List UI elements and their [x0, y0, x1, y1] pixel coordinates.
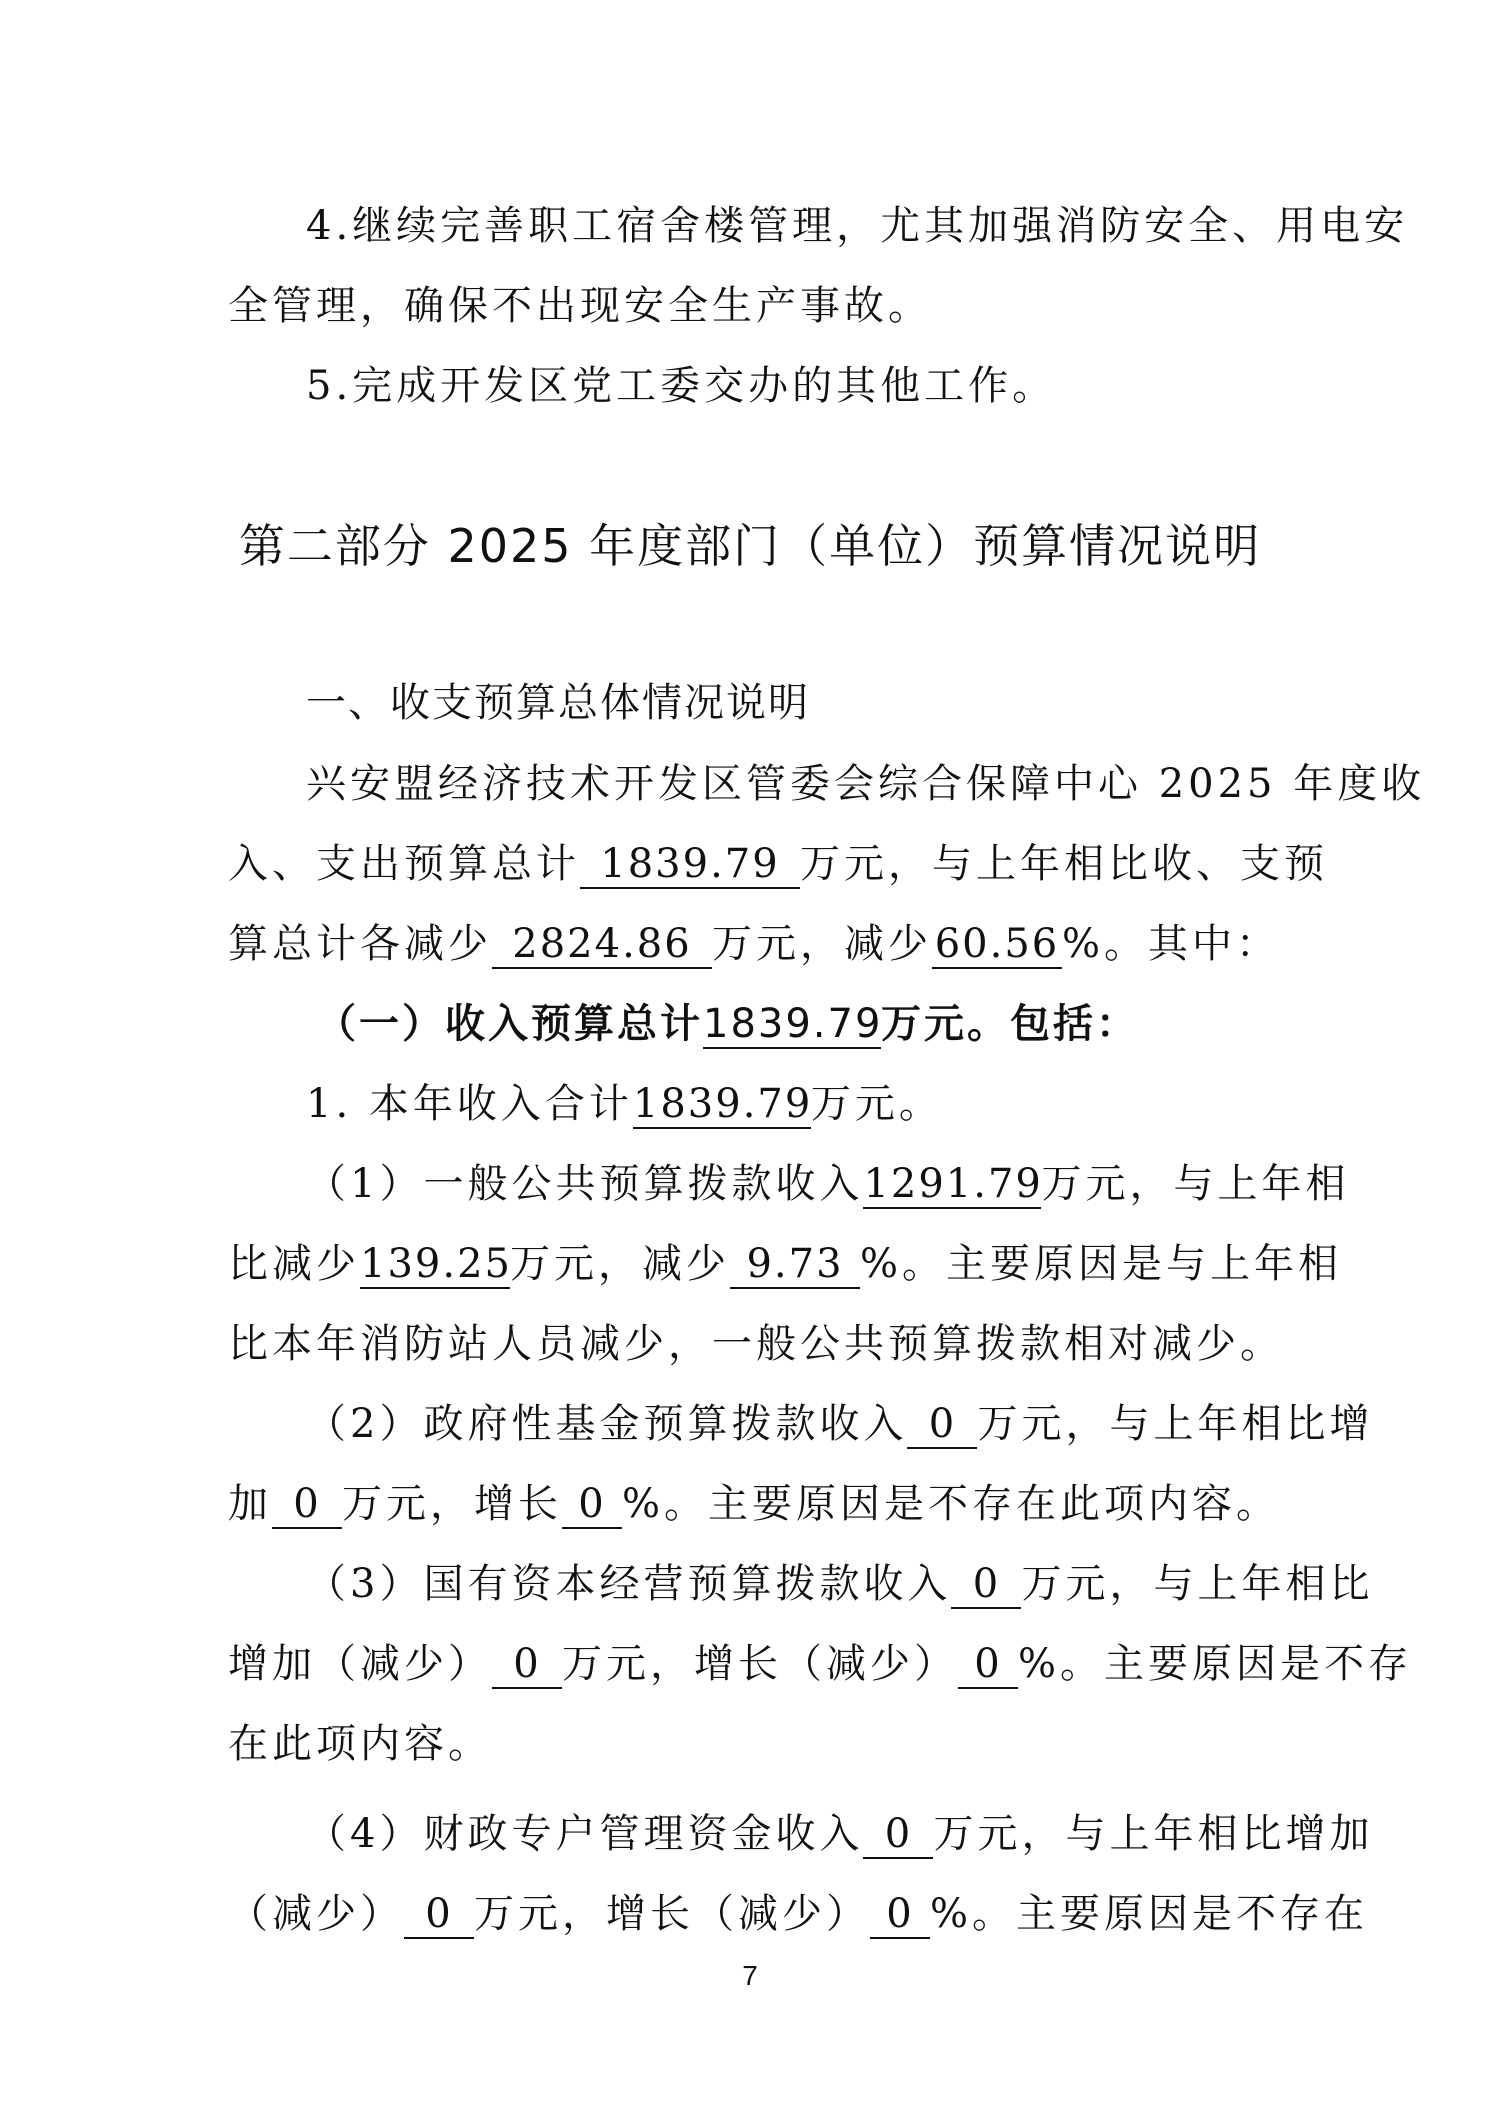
item-4-line-2: 全管理，确保不出现安全生产事故。	[228, 283, 932, 329]
text: 万元，减少	[712, 921, 932, 967]
underlined-general-decrease: 139.25	[360, 1241, 512, 1287]
text: 万元，减少	[510, 1241, 730, 1287]
overview-line-3	[0, 916, 1500, 972]
underlined-decrease-pct: 60.56	[932, 921, 1062, 969]
text: 万元，增长（减少）	[562, 1641, 958, 1687]
underlined-fiscal-increase: 0	[404, 1891, 474, 1939]
text: 万元。	[810, 1081, 943, 1127]
text: （一）收入预算总计	[316, 1001, 703, 1047]
state-capital-line-3: 在此项内容。	[228, 1721, 492, 1767]
text: 算总计各减少	[228, 921, 492, 967]
text: 万元，与上年相比收、支预	[800, 841, 1328, 887]
gov-fund-line-2	[0, 1476, 1500, 1532]
underlined-general-value: 1291.79	[863, 1161, 1043, 1207]
text: %。主要原因是与上年相	[860, 1241, 1343, 1287]
text: 万元，与上年相比增	[977, 1401, 1374, 1447]
text: %。主要原因是不存在	[930, 1891, 1369, 1937]
text: 万元。包括：	[881, 1001, 1139, 1047]
text: 万元，增长（减少）	[474, 1891, 870, 1937]
text: %。主要原因是不存在此项内容。	[622, 1481, 1281, 1527]
text: （1）一般公共预算拨款收入	[306, 1161, 864, 1207]
general-budget-line-2	[0, 1236, 1500, 1292]
text: （3）国有资本经营预算拨款收入	[306, 1561, 952, 1607]
gov-fund-line-1	[0, 1396, 1500, 1452]
text: 加	[228, 1481, 272, 1527]
text: （2）政府性基金预算拨款收入	[306, 1401, 908, 1447]
text: 万元，与上年相比增加	[933, 1811, 1374, 1857]
underlined-annual-income: 1839.79	[632, 1081, 813, 1127]
fiscal-account-line-2	[0, 1886, 1500, 1942]
text: 增加（减少）	[228, 1641, 492, 1687]
underlined-gov-value: 0	[907, 1401, 977, 1449]
text: （减少）	[228, 1891, 404, 1937]
state-capital-line-2	[0, 1636, 1500, 1692]
item-4-line-1: 4.继续完善职工宿舍楼管理，尤其加强消防安全、用电安	[306, 203, 1409, 249]
underlined-decrease: 2824.86	[492, 921, 712, 969]
part-title: 第二部分 2025 年度部门（单位）预算情况说明	[238, 519, 1262, 573]
underlined-total: 1839.79	[580, 841, 800, 889]
underlined-fiscal-pct: 0	[870, 1891, 930, 1939]
text: %。主要原因是不存	[1018, 1641, 1413, 1687]
general-budget-line-1	[0, 1156, 1500, 1212]
text: 1. 本年收入合计	[306, 1081, 633, 1127]
text: %。其中：	[1062, 921, 1281, 967]
underlined-state-pct: 0	[958, 1641, 1018, 1689]
underlined-fiscal-value: 0	[863, 1811, 933, 1859]
state-capital-line-1	[0, 1556, 1500, 1612]
text: 万元，与上年相	[1041, 1161, 1350, 1207]
general-budget-line-3: 比本年消防站人员减少，一般公共预算拨款相对减少。	[228, 1321, 1284, 1367]
underlined-gov-increase: 0	[272, 1481, 342, 1529]
income-total-heading	[0, 996, 1500, 1052]
text: 万元，与上年相比	[1021, 1561, 1374, 1607]
text: 入、支出预算总计	[228, 841, 580, 887]
underlined-state-increase: 0	[492, 1641, 562, 1689]
text: （4）财政专户管理资金收入	[306, 1811, 864, 1857]
underlined-state-value: 0	[951, 1561, 1021, 1609]
underlined-general-pct: 9.73	[730, 1241, 860, 1289]
item-5: 5.完成开发区党工委交办的其他工作。	[306, 363, 1057, 409]
page-number: 7	[742, 1960, 758, 1991]
text: 万元，增长	[342, 1481, 562, 1527]
text: 比减少	[228, 1241, 360, 1287]
overview-line-2	[0, 836, 1500, 892]
overview-line-1: 兴安盟经济技术开发区管委会综合保障中心 2025 年度收	[306, 761, 1426, 807]
underlined-gov-pct: 0	[562, 1481, 622, 1529]
fiscal-account-line-1	[0, 1806, 1500, 1862]
annual-income-line	[0, 1076, 1500, 1132]
underlined-income-total: 1839.79	[703, 1001, 883, 1047]
section-title: 一、收支预算总体情况说明	[306, 680, 810, 726]
